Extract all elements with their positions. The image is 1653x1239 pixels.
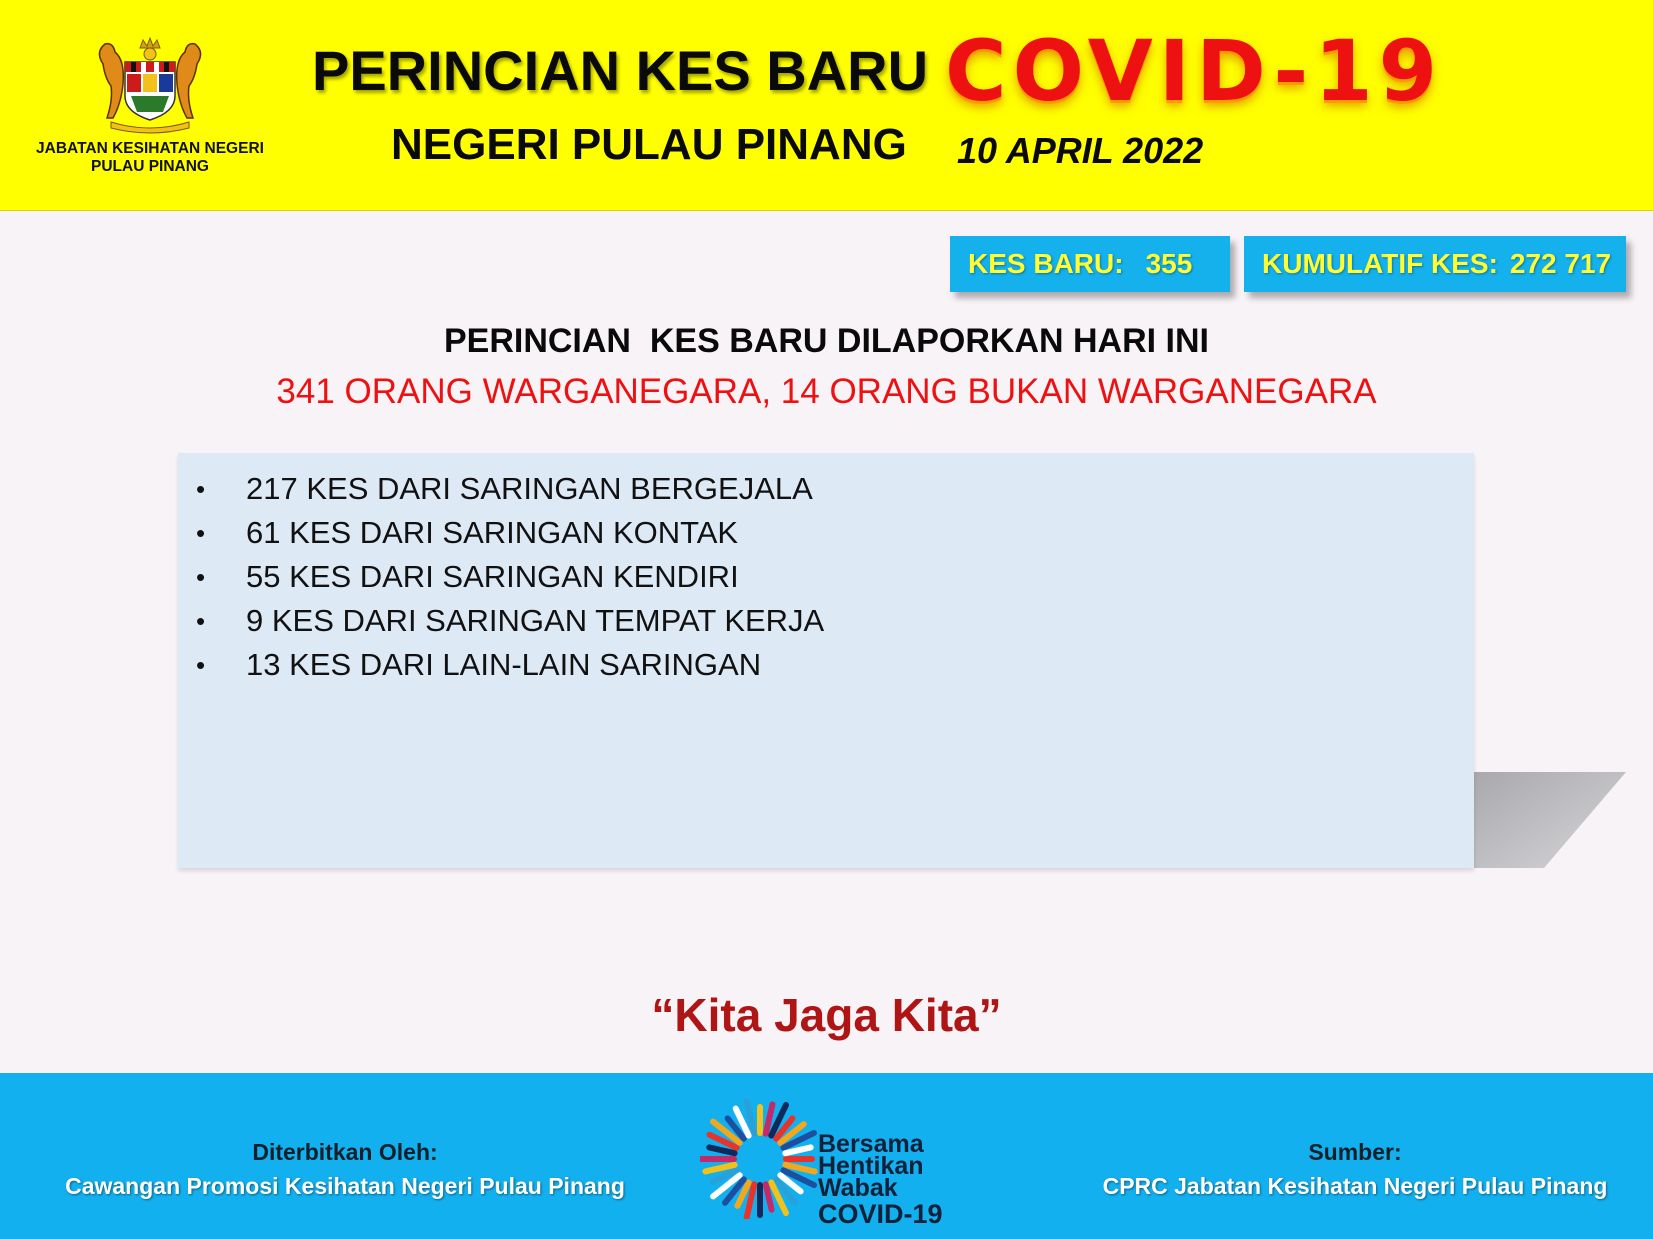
campaign-line-4: COVID-19 bbox=[818, 1199, 943, 1229]
cumulative-cases-label: KUMULATIF KES: bbox=[1262, 248, 1498, 279]
details-subheading: 341 ORANG WARGANEGARA, 14 ORANG BUKAN WARGANEGARA bbox=[276, 372, 1377, 411]
list-item-text: 217 KES DARI SARINGAN BERGEJALA bbox=[246, 471, 813, 506]
footer-banner bbox=[0, 1073, 1653, 1239]
burst-ray bbox=[709, 1147, 734, 1153]
department-name-line-2: PULAU PINANG bbox=[91, 158, 209, 175]
cumulative-cases-value: 272 717 bbox=[1509, 248, 1612, 279]
list-item-text: 61 KES DARI SARINGAN KONTAK bbox=[246, 515, 739, 550]
source-name: CPRC Jabatan Kesihatan Negeri Pulau Pinang bbox=[1102, 1173, 1608, 1199]
list-item-text: 9 KES DARI SARINGAN TEMPAT KERJA bbox=[246, 603, 825, 638]
campaign-text bbox=[818, 1130, 943, 1229]
list-item-text: 55 KES DARI SARINGAN KENDIRI bbox=[246, 559, 739, 594]
page-title: PERINCIAN KES BARU bbox=[312, 39, 929, 102]
bullet-icon: • bbox=[196, 650, 206, 680]
new-cases-label: KES BARU: bbox=[968, 248, 1124, 279]
burst-ray bbox=[766, 1184, 772, 1209]
panel-shadow-decoration bbox=[1474, 772, 1626, 868]
campaign-line-1: Bersama bbox=[818, 1130, 924, 1158]
bullet-icon: • bbox=[196, 474, 206, 504]
list-item bbox=[178, 511, 1474, 555]
campaign-line-2: Hentikan bbox=[818, 1152, 924, 1180]
department-logo bbox=[20, 34, 280, 176]
state-subtitle: NEGERI PULAU PINANG bbox=[391, 120, 907, 169]
new-cases-box bbox=[950, 236, 1230, 292]
new-cases-value: 355 bbox=[1145, 248, 1193, 279]
publisher-name: Cawangan Promosi Kesihatan Negeri Pulau Pinang bbox=[65, 1173, 625, 1199]
bullet-icon: • bbox=[196, 518, 206, 548]
campaign-burst-icon bbox=[700, 1099, 820, 1219]
case-breakdown-panel bbox=[178, 453, 1474, 868]
burst-ray bbox=[785, 1147, 810, 1153]
publisher-info bbox=[40, 1135, 650, 1203]
source-info bbox=[1090, 1135, 1620, 1203]
publisher-label: Diterbitkan Oleh: bbox=[252, 1139, 438, 1165]
covid-title: COVID-19 bbox=[945, 22, 1444, 120]
details-heading: PERINCIAN KES BARU DILAPORKAN HARI INI bbox=[443, 322, 1210, 360]
list-item bbox=[178, 467, 1474, 511]
list-item bbox=[178, 555, 1474, 599]
malaysia-coat-of-arms-icon bbox=[85, 34, 215, 134]
bullet-icon: • bbox=[196, 562, 206, 592]
bullet-icon: • bbox=[196, 606, 206, 636]
list-item bbox=[178, 599, 1474, 643]
header-banner bbox=[0, 0, 1653, 211]
campaign-line-3: Wabak bbox=[818, 1174, 898, 1202]
source-label: Sumber: bbox=[1308, 1139, 1402, 1165]
campaign-logo bbox=[700, 1099, 970, 1229]
case-breakdown-list bbox=[178, 453, 1474, 687]
slogan: “Kita Jaga Kita” bbox=[651, 989, 1002, 1041]
list-item-text: 13 KES DARI LAIN-LAIN SARINGAN bbox=[246, 647, 762, 682]
department-name-line-1: JABATAN KESIHATAN NEGERI bbox=[36, 140, 264, 157]
list-item bbox=[178, 643, 1474, 687]
report-date: 10 APRIL 2022 bbox=[957, 130, 1204, 171]
cumulative-cases-box bbox=[1244, 236, 1626, 292]
